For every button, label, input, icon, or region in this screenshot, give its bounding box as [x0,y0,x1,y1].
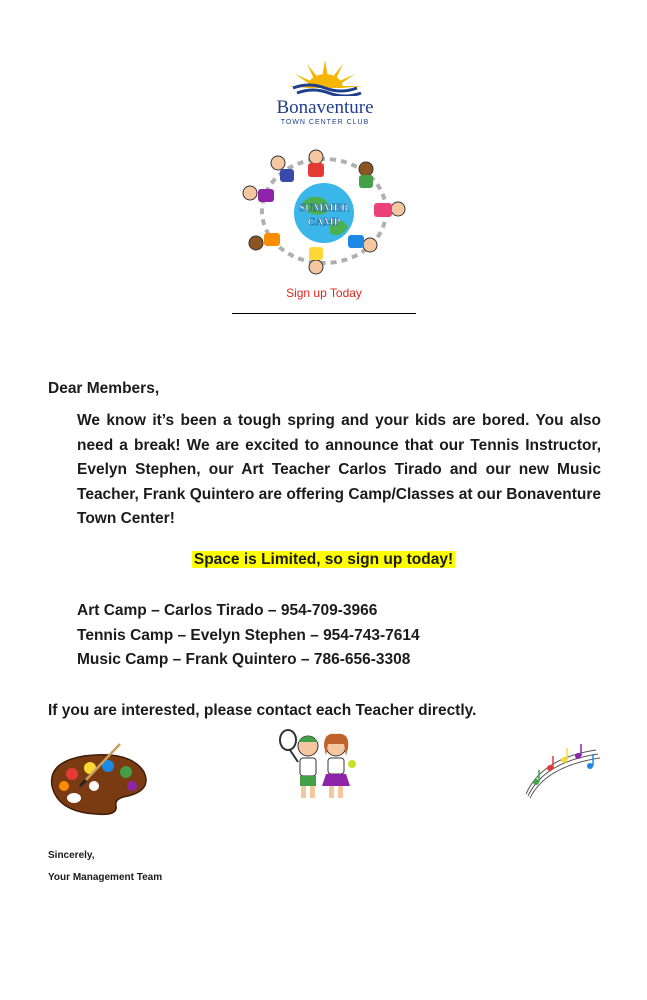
logo-name: Bonaventure [276,97,374,118]
paint-palette-icon [44,742,152,818]
closing: Sincerely, [48,850,95,861]
contact-music-camp: Music Camp – Frank Quintero – 786-656-3308 [77,651,411,668]
tennis-kids-icon [278,728,362,804]
greeting: Dear Members, [48,380,160,397]
signature: Your Management Team [48,872,163,883]
contact-list [77,599,420,673]
camp-line2: CAMP [307,216,341,228]
signup-underline [232,313,416,314]
bonaventure-logo [260,58,390,130]
camp-line1: SUMMER [298,202,350,214]
space-limited-highlight: Space is Limited, so sign up today! [193,551,454,568]
contact-art-camp: Art Camp – Carlos Tirado – 954-709-3966 [77,602,378,619]
letter-body: We know it’s been a tough spring and your kids are bored. You also need a break! We are excited to announce that our Tennis Instructor, Evelyn Stephen, our Art Teacher Carlos Tirado and our new Music Teacher, Frank Quintero are offering Camp/Classes at our Bonaventure Town Center! [77,412,601,527]
signup-caption: Sign up Today [286,286,362,300]
contact-tennis-camp: Tennis Camp – Evelyn Stephen – 954-743-7614 [77,626,420,644]
highlight-line [0,551,647,569]
interest-note: If you are interested, please contact each Teacher directly. [48,702,477,719]
sun-waves-icon [285,58,365,96]
summer-camp-graphic [234,143,414,281]
logo-subtitle: TOWN CENTER CLUB [280,119,370,126]
music-notes-icon [522,738,602,798]
